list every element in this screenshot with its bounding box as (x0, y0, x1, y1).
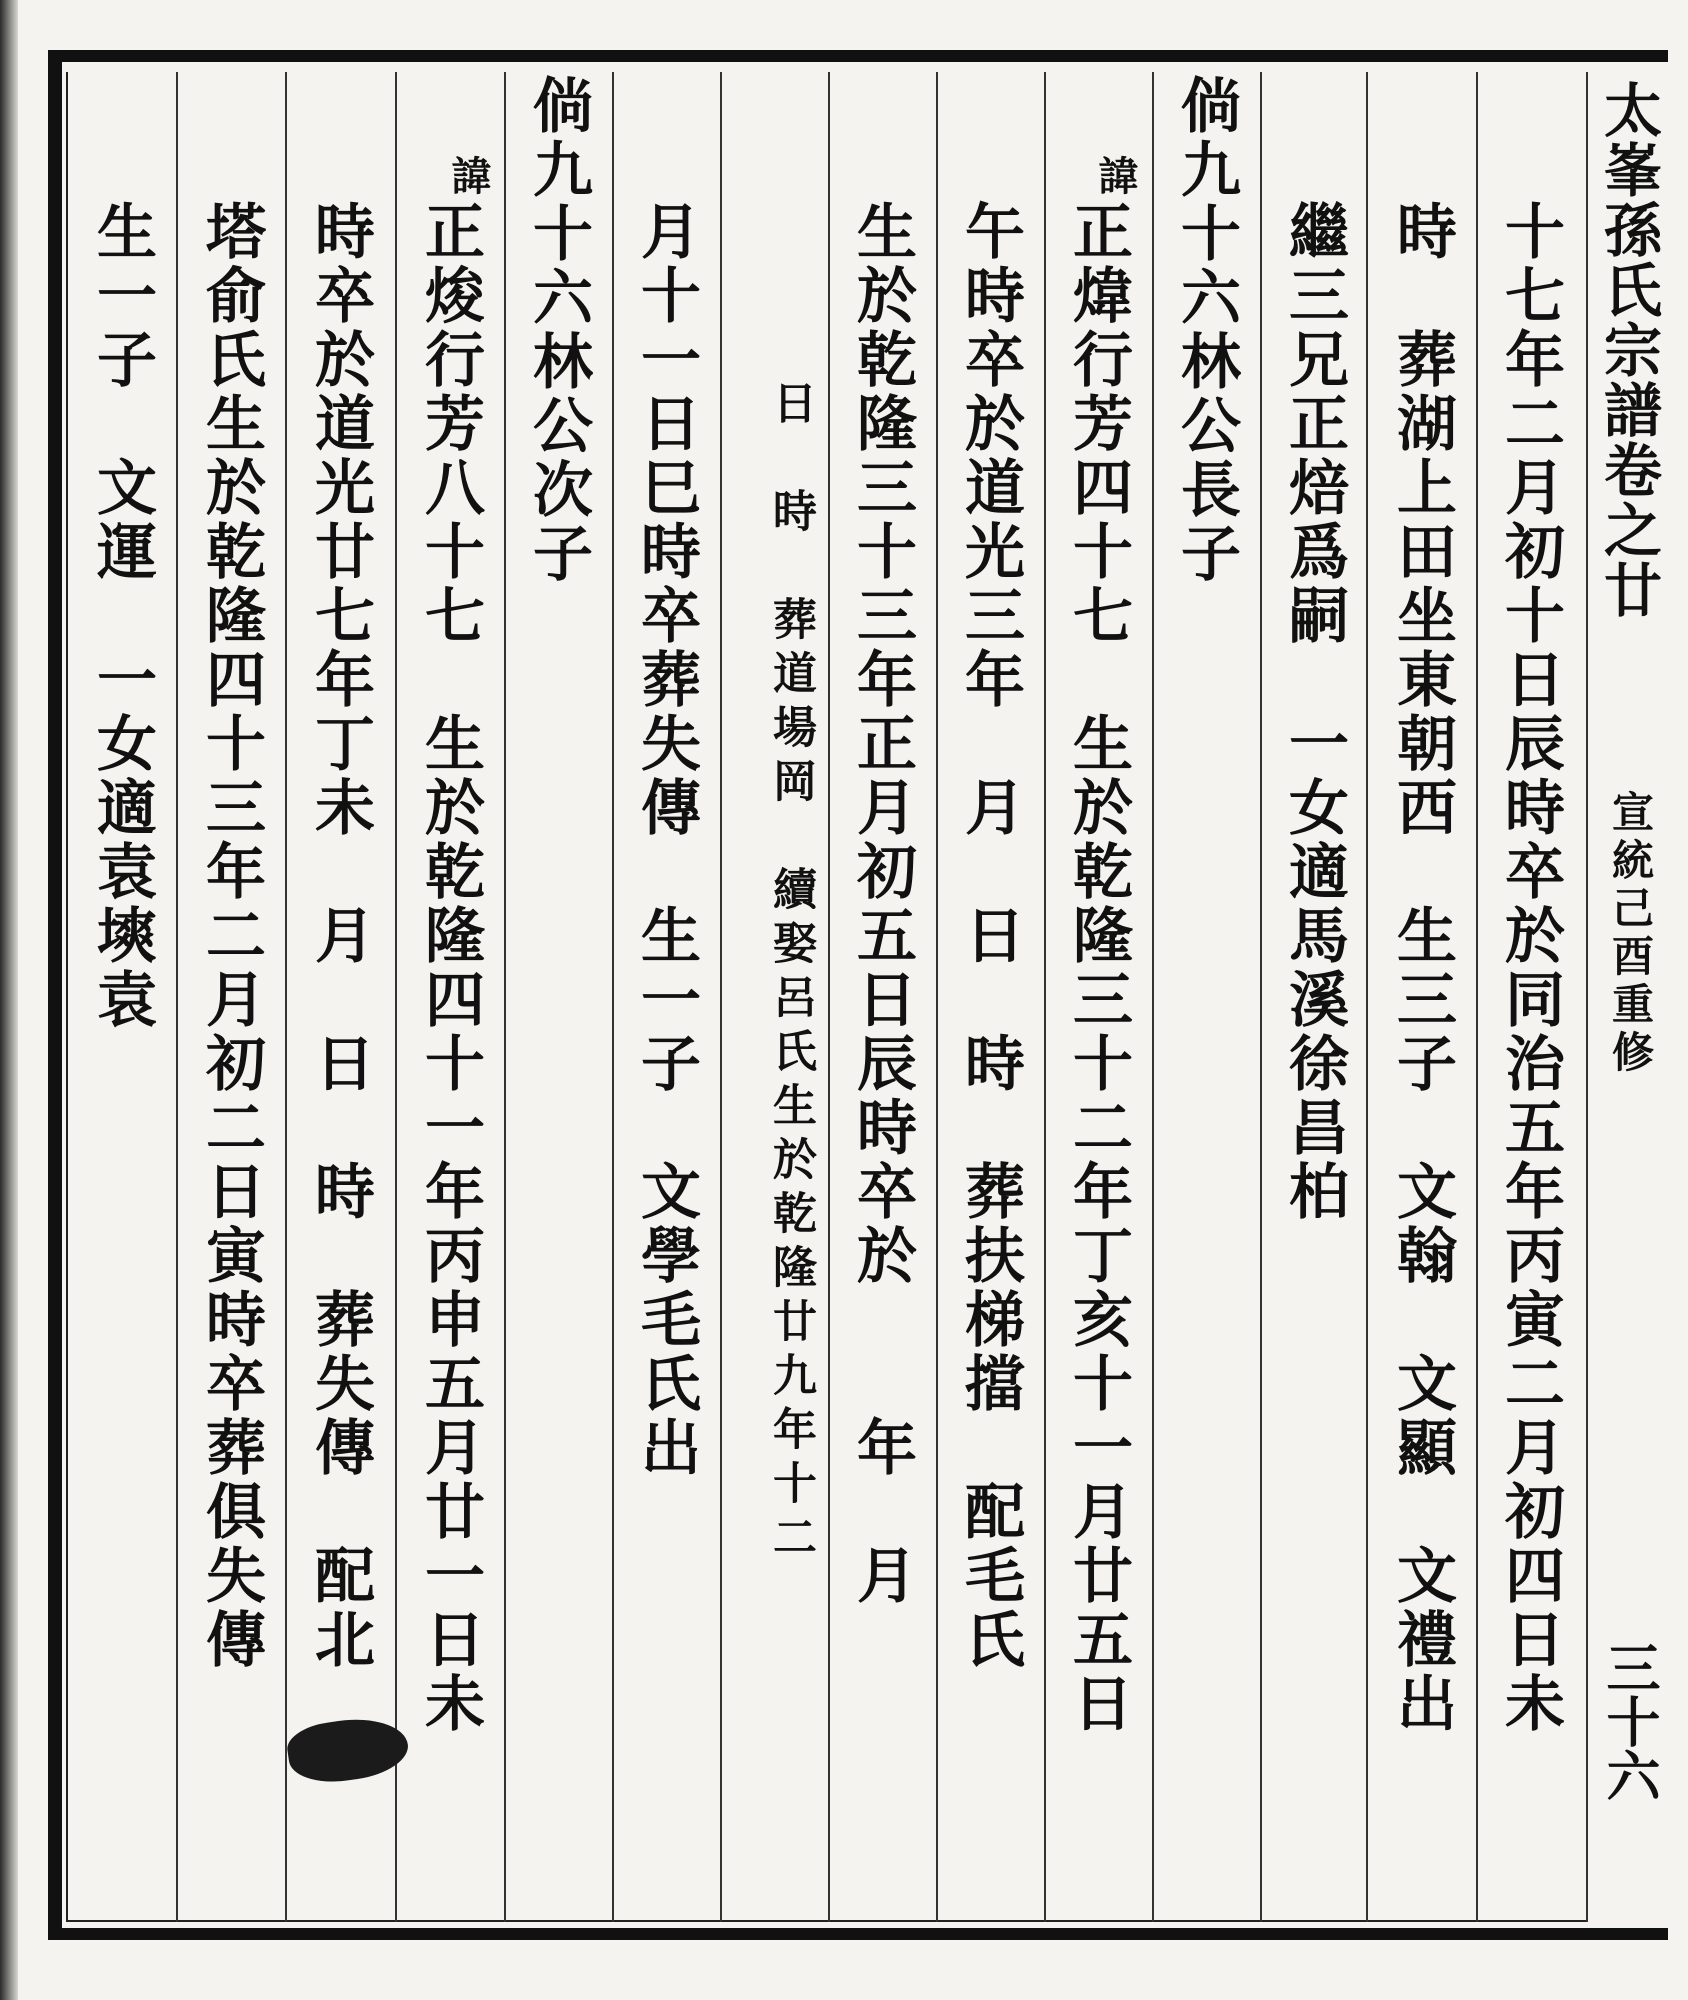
banxin-edition: 宣統己酉重修 (1606, 790, 1655, 1078)
text-column-11: 正焌行芳八十七 生於乾隆四十一年丙申五月廿一日未 (415, 200, 485, 1736)
column-rule (176, 72, 178, 1922)
text-column-5: 正煒行芳四十七 生於乾隆三十二年丁亥十一月廿五日 (1063, 200, 1133, 1736)
taboo-name-label: 諱 (445, 155, 492, 195)
column-rule (720, 72, 722, 1922)
book-spine-edge (0, 0, 18, 2000)
text-column-4: 倘九十六林公長子 (1171, 74, 1241, 586)
text-column-9: 月十一日巳時卒葬失傳 生一子 文學毛氏出 (631, 200, 701, 1480)
column-rule (285, 72, 287, 1922)
text-column-3: 繼三兄正焙爲嗣 一女適馬溪徐昌柏 (1279, 200, 1349, 1224)
taboo-name-label: 諱 (1092, 155, 1139, 195)
column-rule (612, 72, 614, 1922)
column-rule (1044, 72, 1046, 1922)
column-rule (936, 72, 938, 1922)
text-column-2: 時 葬湖上田坐東朝西 生三子 文翰 文顯 文禮出 (1387, 200, 1457, 1736)
text-column-12: 時卒於道光廿七年丁未 月 日 時 葬失傳 配北 (305, 200, 375, 1672)
column-rule (1260, 72, 1262, 1922)
text-column-10: 倘九十六林公次子 (523, 74, 593, 586)
column-rule (1366, 72, 1368, 1922)
banxin-title: 太峯孫氏宗譜卷之廿 (1594, 80, 1662, 620)
column-rule (1152, 72, 1154, 1922)
column-rule (1476, 72, 1478, 1922)
text-column-13: 塔俞氏生於乾隆四十三年二月初二日寅時卒葬俱失傳 (196, 200, 266, 1672)
column-rule (395, 72, 397, 1922)
column-rule (504, 72, 506, 1922)
text-column-7: 生於乾隆三十三年正月初五日辰時卒於 年 月 (847, 200, 917, 1608)
text-column-14: 生一子 文運 一女適袁塽袁 (87, 200, 157, 1032)
text-column-8: 日 時 葬道場岡 續娶呂氏生於乾隆廿九年十二 (765, 380, 816, 1568)
text-column-6: 午時卒於道光三年 月 日 時 葬扶梯擋 配毛氏 (955, 200, 1025, 1672)
text-column-1: 十七年二月初十日辰時卒於同治五年丙寅二月初四日未 (1495, 200, 1565, 1736)
banxin-page-number: 三十六 (1598, 1640, 1662, 1802)
